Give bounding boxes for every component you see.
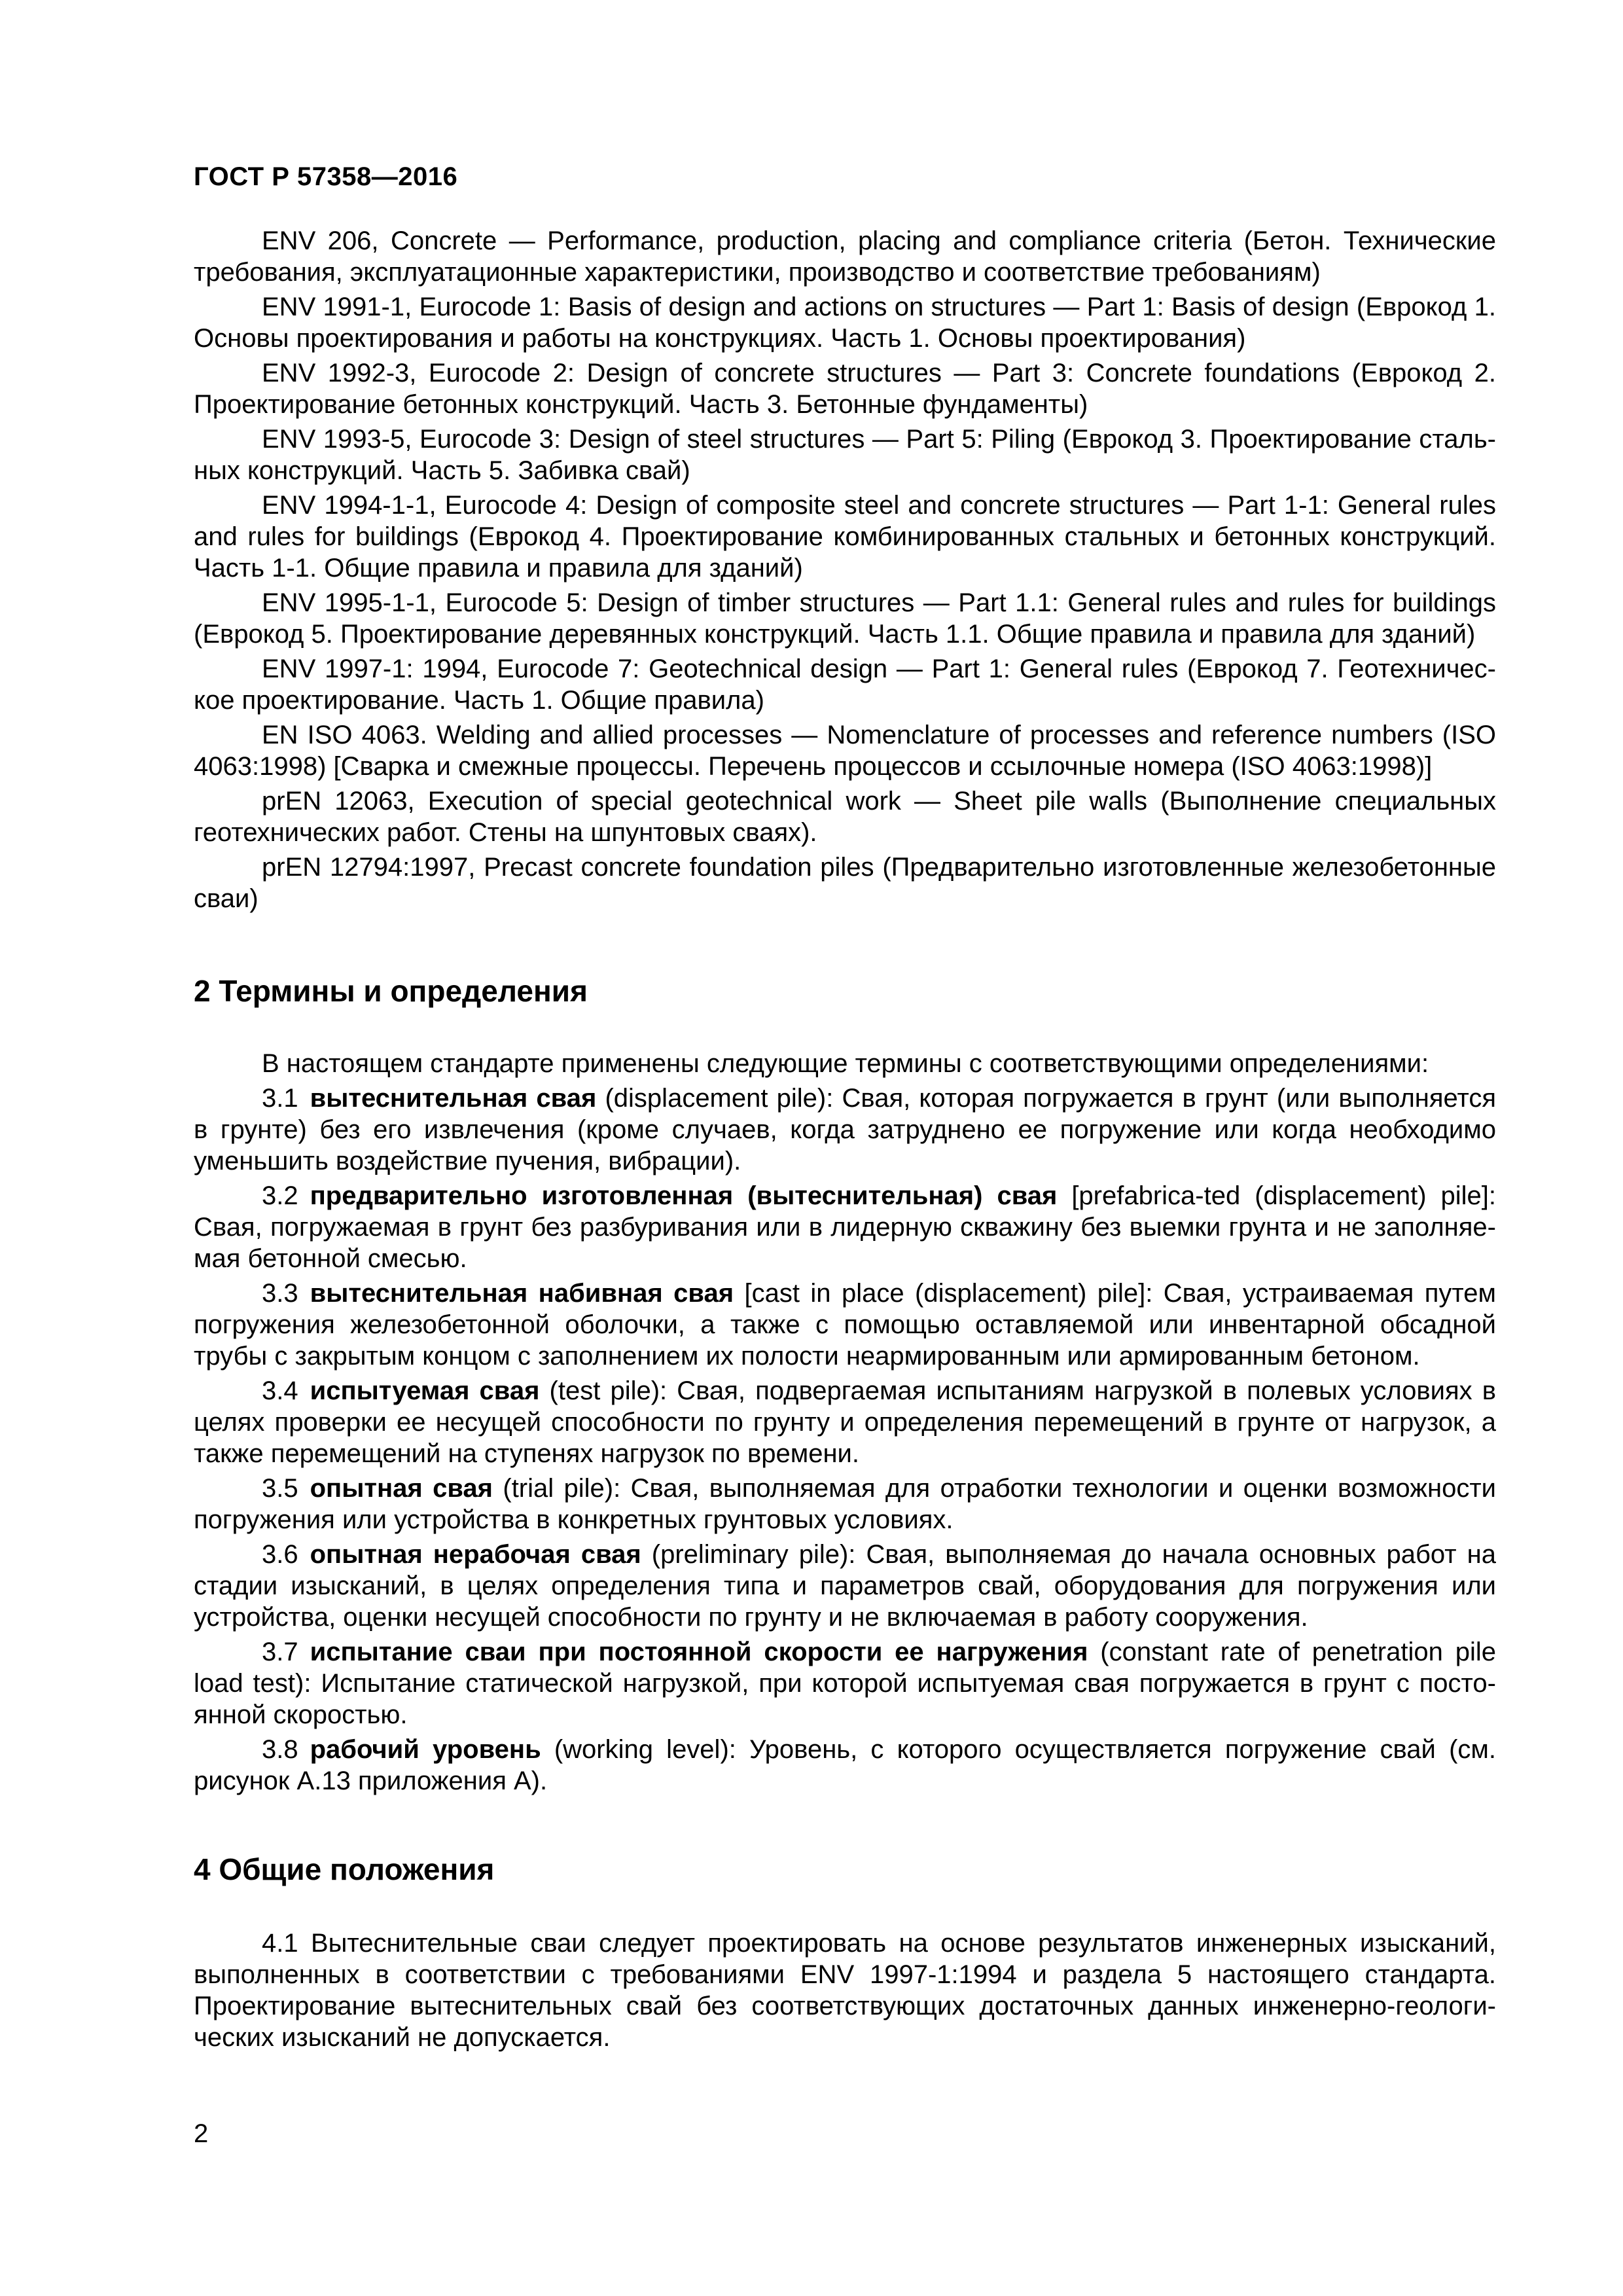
terms-list bbox=[194, 1083, 1496, 1797]
reference-item: ENV 1993-5, Eurocode 3: Design of steel structures — Part 5: Piling (Еврокод 3. Проектирование стальных конструкций. Часть 5. Забивка свай) bbox=[194, 425, 1496, 485]
page-body bbox=[194, 225, 1496, 2053]
term-name: испытуемая свая bbox=[310, 1376, 540, 1405]
term-number: 3.1 bbox=[262, 1084, 298, 1113]
page-number: 2 bbox=[194, 2119, 209, 2148]
section-2-intro: В настоящем стандарте применены следующие термины с соответствующими определениями: bbox=[262, 1049, 1429, 1078]
term-definition bbox=[194, 1083, 1496, 1177]
term-number: 3.7 bbox=[262, 1638, 298, 1666]
term-name: опытная свая bbox=[310, 1474, 493, 1503]
reference-item: EN ISO 4063. Welding and allied processes — Nomenclature of processes and reference numbers (ISO 4063:1998) [Сварка и смежные процессы. Перечень процессов и ссылочные номера (ISO 4063:1998)] bbox=[194, 721, 1496, 781]
document-header: ГОСТ Р 57358—2016 bbox=[194, 162, 458, 191]
term-number: 3.5 bbox=[262, 1474, 298, 1503]
term-definition bbox=[194, 1278, 1496, 1372]
term-name: опытная нерабочая свая bbox=[310, 1540, 641, 1569]
section-2-title: 2 Термины и определения bbox=[194, 974, 588, 1008]
term-name: вытеснительная набивная свая bbox=[310, 1279, 734, 1308]
term-name: предварительно изготовленная (вытеснительная) свая bbox=[310, 1181, 1058, 1210]
reference-item: ENV 1991-1, Eurocode 1: Basis of design and actions on structures — Part 1: Basis of design (Еврокод 1. Основы проектирования и работы на конструкциях. Часть 1. Основы проектирования) bbox=[194, 293, 1496, 353]
term-name: испытание сваи при постоянной скорости ее нагружения bbox=[310, 1638, 1088, 1666]
reference-item: ENV 1995-1-1, Eurocode 5: Design of timber structures — Part 1.1: General rules and rules for buildings (Еврокод 5. Проектирование деревянных конструкций. Часть 1.1. Общие правила и правила для зданий) bbox=[194, 588, 1496, 649]
reference-item: ENV 1997-1: 1994, Eurocode 7: Geotechnical design — Part 1: General rules (Еврокод 7. Геотехническое проектирование. Часть 1. Общие правила) bbox=[194, 655, 1496, 715]
term-number: 3.4 bbox=[262, 1376, 298, 1405]
term-number: 3.8 bbox=[262, 1735, 298, 1764]
term-text: [prefabrica-ted (displacement) pile]: Свая, погружаемая в грунт без разбуривания или в лидерную скважину без выемки грунта и не заполняемая бетонной смесью. bbox=[194, 1181, 1496, 1273]
term-text: (constant rate of penetration pile load test): Испытание статической нагрузкой, при которой испытуемая свая погружается в грунт с постоянной скоростью. bbox=[194, 1638, 1497, 1729]
term-text: (trial pile): Свая, выполняемая для отработки технологии и оценки возможности погружения или устройства в конкретных грунтовых условиях. bbox=[194, 1474, 1496, 1534]
term-text: (displacement pile): Свая, которая погружается в грунт (или выполняется в грунте) без его извлечения (кроме случаев, когда затруднено ее погружение или когда необходимо уменьшить воздействие пучения, вибрации). bbox=[194, 1084, 1496, 1175]
term-text: (preliminary pile): Свая, выполняемая до начала основных работ на стадии изысканий, в целях определения типа и параметров свай, оборудования для погружения или устройства, оценки несущей способности по грунту и не включаемая в работу сооружения. bbox=[194, 1540, 1497, 1632]
term-definition bbox=[194, 1473, 1496, 1535]
term-definition bbox=[194, 1734, 1496, 1797]
section-4-paragraph: 4.1 Вытеснительные сваи следует проектировать на основе результатов инженерных изысканий, выполненных в соответствии с требованиями ENV 1997-1:1994 и раздела 5 настоящего стандарта. Проектирование вытеснительных свай без соответствующих достаточных данных инженерно-геологических изысканий не допускается. bbox=[194, 1929, 1496, 2052]
term-number: 3.2 bbox=[262, 1181, 298, 1210]
reference-item: prEN 12794:1997, Precast concrete foundation piles (Предварительно изготовленные железобетонные сваи) bbox=[194, 853, 1496, 913]
term-name: вытеснительная свая bbox=[310, 1084, 597, 1113]
term-definition bbox=[194, 1636, 1496, 1731]
references-list bbox=[194, 225, 1496, 914]
term-definition bbox=[194, 1539, 1496, 1633]
term-number: 3.6 bbox=[262, 1540, 298, 1569]
term-definition bbox=[194, 1180, 1496, 1274]
term-text: (test pile): Свая, подвергаемая испытаниям нагрузкой в полевых условиях в целях проверки ее несущей способности по грунту и определения перемещений в грунте от нагрузок, а также перемещений на ступенях нагрузок по времени. bbox=[194, 1376, 1497, 1468]
term-text: [cast in place (displacement) pile]: Свая, устраиваемая путем погружения железобетонной оболочки, а также с помощью оставляемой или инвентарной обсадной трубы с закрытым концом с заполнением их полости неармированным или армированным бетоном. bbox=[194, 1279, 1497, 1371]
term-name: рабочий уровень bbox=[310, 1735, 541, 1764]
section-4-title: 4 Общие положения bbox=[194, 1852, 495, 1886]
reference-item: ENV 1994-1-1, Eurocode 4: Design of composite steel and concrete structures — Part 1-1: General rules and rules for buildings (Еврокод 4. Проектирование комбинированных стальных и бетонных конструкций. Часть 1-1. Общие правила и правила для зданий) bbox=[194, 491, 1496, 583]
reference-item: ENV 1992-3, Eurocode 2: Design of concrete structures — Part 3: Concrete foundations (Еврокод 2. Проектирование бетонных конструкций. Часть 3. Бетонные фундаменты) bbox=[194, 359, 1496, 419]
reference-item: prEN 12063, Execution of special geotechnical work — Sheet pile walls (Выполнение специальных геотехнических работ. Стены на шпунтовых сваях). bbox=[194, 787, 1496, 847]
term-text: (working level): Уровень, с которого осуществляется погружение свай (см. рисунок А.13 приложения А). bbox=[194, 1735, 1497, 1795]
term-number: 3.3 bbox=[262, 1279, 298, 1308]
term-definition bbox=[194, 1375, 1496, 1469]
reference-item: ENV 206, Concrete — Performance, production, placing and compliance criteria (Бетон. Технические требования, эксплуатационные характеристики, производство и соответствие требованиям) bbox=[194, 226, 1496, 287]
